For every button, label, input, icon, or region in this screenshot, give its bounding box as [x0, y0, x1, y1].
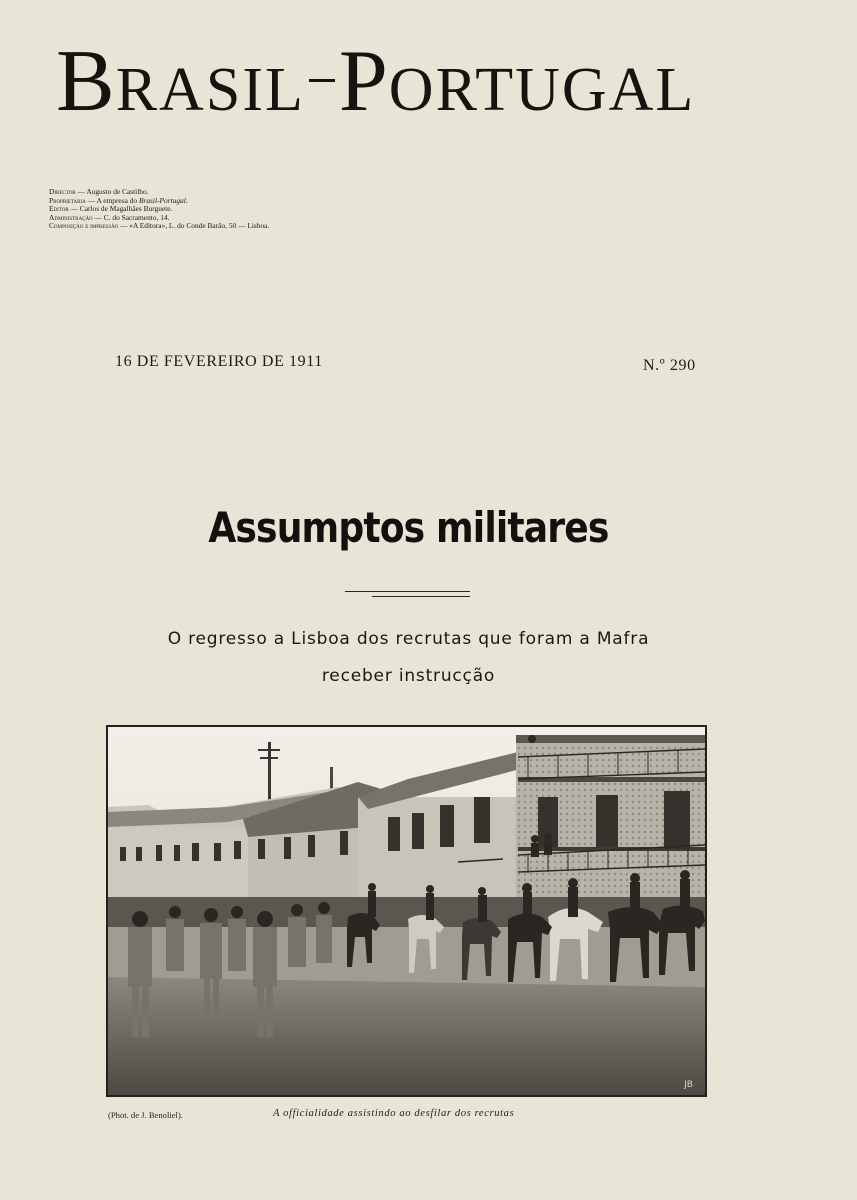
issue-date: 16 DE FEVEREIRO DE 1911	[115, 353, 323, 370]
article-subhead: receber instrucção	[321, 666, 496, 686]
street-parade-photo	[106, 725, 707, 1097]
credit-label: Proprietaria	[49, 195, 86, 205]
credit-italic: Brasil-Portugal	[138, 195, 186, 205]
credit-label: Administração	[49, 212, 93, 222]
article-subhead: O regresso a Lisboa dos recrutas que foram a Mafra	[167, 629, 650, 649]
credit-row	[49, 222, 269, 231]
credit-text: — «A Editora», L. do Conde Barão, 50 — Lisboa.	[118, 221, 270, 231]
credit-text: — C. do Sacramento, 14.	[92, 212, 170, 222]
credit-text: — Augusto de Castilho.	[75, 187, 149, 196]
editorial-credits	[49, 188, 269, 231]
masthead-initial-b: B	[56, 33, 116, 130]
credit-text: — Carlos de Magalhães Burguete.	[68, 204, 173, 214]
photo-monogram: JB	[684, 1080, 693, 1090]
credit-label: Composição e impressão	[49, 221, 119, 231]
credit-label: Director	[49, 187, 76, 196]
masthead-title	[56, 33, 776, 130]
credit-text: — A empresa do	[85, 195, 139, 205]
masthead-initial-p: P	[338, 33, 389, 130]
divider-rule	[345, 591, 470, 592]
masthead-dash	[309, 79, 335, 82]
masthead-rest-brasil: RASIL	[115, 56, 305, 124]
masthead-rest-portugal: ORTUGAL	[388, 56, 696, 124]
photo-credit: (Phot. de J. Benoliel).	[108, 1110, 183, 1120]
divider-rule	[372, 596, 470, 597]
issue-number: N.º 290	[643, 357, 696, 374]
photo-illustration	[108, 727, 705, 1095]
credit-label: Editor	[49, 204, 69, 214]
article-headline: Assumptos militares	[208, 503, 609, 552]
credit-after: .	[185, 195, 188, 205]
photo-caption: A officialidade assistindo ao desfilar dos recrutas	[273, 1108, 515, 1119]
